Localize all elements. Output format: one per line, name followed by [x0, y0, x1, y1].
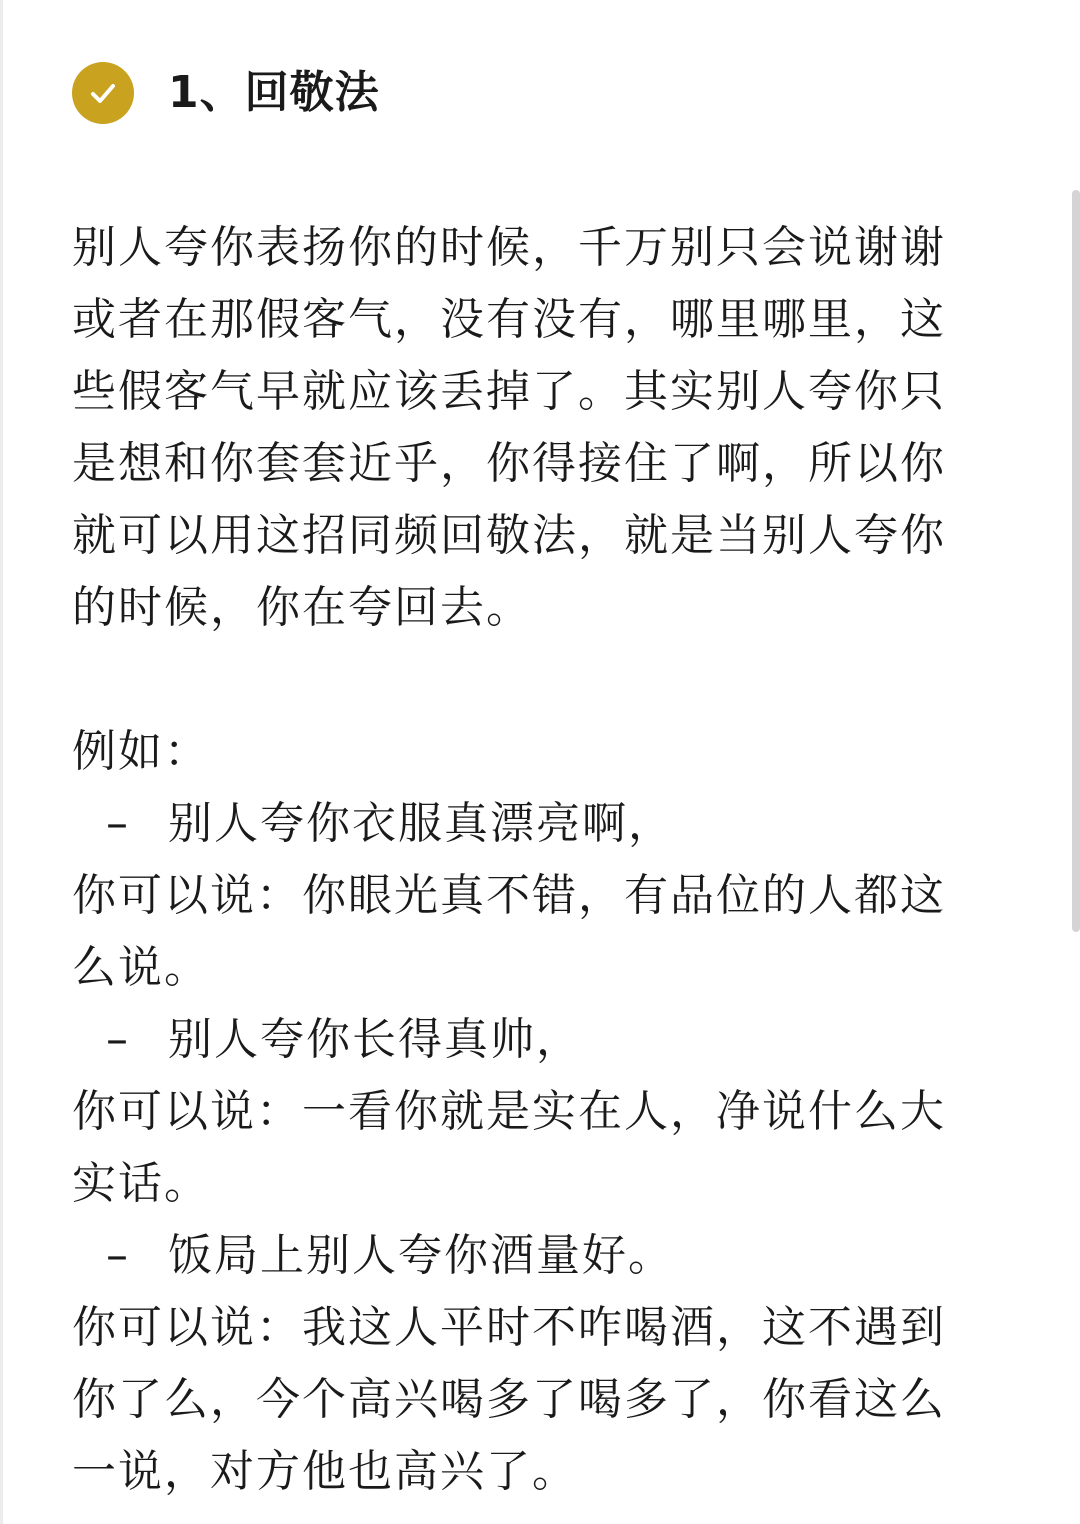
example-prompt — [72, 1220, 992, 1292]
reply-line: 你可以说：一看你就是实在人，净说什么大 — [72, 1086, 946, 1137]
reply-line: 一说，对方他也高兴了。 — [72, 1446, 578, 1497]
examples-section — [72, 716, 992, 1508]
reply-line: 实话。 — [72, 1158, 210, 1209]
example-item — [72, 1220, 992, 1508]
text-line: 些假客气早就应该丢掉了。其实别人夸你只 — [72, 366, 946, 417]
prompt-text: 别人夸你长得真帅， — [168, 1014, 582, 1065]
intro-paragraph — [72, 212, 992, 644]
text-line: 的时候，你在夸回去。 — [72, 582, 532, 633]
prompt-text: 饭局上别人夸你酒量好。 — [168, 1230, 674, 1281]
dash-bullet: – — [106, 1014, 130, 1065]
reply-line: 你可以说：你眼光真不错，有品位的人都这 — [72, 870, 946, 921]
prompt-text: 别人夸你衣服真漂亮啊， — [168, 798, 674, 849]
text-line: 或者在那假客气，没有没有，哪里哪里，这 — [72, 294, 946, 345]
example-prompt — [72, 788, 992, 860]
examples-label: 例如： — [72, 726, 210, 777]
example-item — [72, 1004, 992, 1220]
section-title: 1、回敬法 — [168, 67, 380, 118]
text-line: 就可以用这招同频回敬法，就是当别人夸你 — [72, 510, 946, 561]
example-item — [72, 788, 992, 1004]
article-body — [72, 212, 992, 1508]
left-edge-divider — [0, 0, 3, 1524]
reply-line: 你可以说：我这人平时不咋喝酒，这不遇到 — [72, 1302, 946, 1353]
reply-line: 么说。 — [72, 942, 210, 993]
vertical-scrollbar[interactable] — [1072, 190, 1080, 932]
dash-bullet: – — [106, 798, 130, 849]
section-header — [72, 60, 380, 126]
dash-bullet: – — [106, 1230, 130, 1281]
text-line: 别人夸你表扬你的时候，千万别只会说谢谢 — [72, 222, 946, 273]
check-circle-icon — [72, 62, 134, 124]
paragraph-gap — [72, 644, 992, 716]
reply-line: 你了么，今个高兴喝多了喝多了，你看这么 — [72, 1374, 946, 1425]
text-line: 是想和你套套近乎，你得接住了啊，所以你 — [72, 438, 946, 489]
example-prompt — [72, 1004, 992, 1076]
